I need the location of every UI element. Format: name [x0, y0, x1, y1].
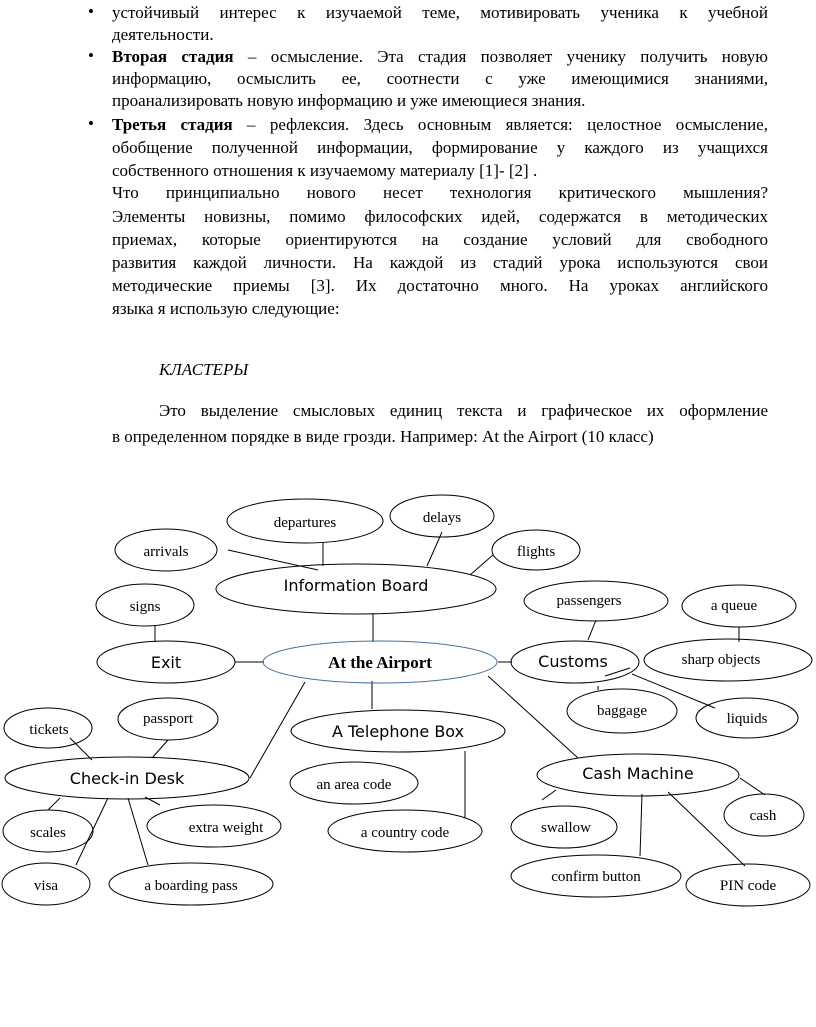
node-label: cash [749, 808, 777, 824]
node-scales [3, 810, 93, 852]
node-label: a country code [360, 825, 450, 841]
p2-line1 [112, 47, 768, 67]
node-label: Information Board [283, 576, 429, 595]
node-swallow [511, 806, 617, 848]
section-heading: КЛАСТЕРЫ [159, 360, 249, 379]
node-label: extra weight [188, 820, 264, 836]
p2-line2: информацию, осмыслить ее, соотнести с уже имеющимися знаниями, [112, 69, 768, 88]
node-label: a queue [710, 598, 758, 614]
node-label: a boarding pass [144, 878, 238, 894]
node-a-boarding-pass [109, 863, 273, 905]
node-label: sharp objects [681, 652, 761, 668]
node-flights [492, 530, 580, 570]
node-label: visa [33, 878, 59, 894]
node-label: Check-in Desk [69, 769, 185, 788]
node-delays [390, 495, 494, 537]
node-label: confirm button [551, 869, 641, 885]
bullet: • [88, 114, 94, 133]
node-departures [227, 499, 383, 543]
p4-line3: приемах, которые ориентируются на создание условий для свободного [112, 230, 768, 249]
node-signs [96, 584, 194, 626]
node-customs [511, 641, 639, 683]
p5-line1: Это выделение смысловых единиц текста и графическое их оформление [159, 401, 768, 420]
p2-line3: проанализировать новую информацию и уже имеющиеся знания. [112, 91, 586, 110]
p3-line2: обобщение полученной информации, формирование у каждого из учащихся [112, 138, 768, 157]
p4-line6: языка я использую следующие: [112, 299, 340, 318]
p3-bold: Третья стадия [112, 115, 233, 134]
bullet: • [88, 46, 94, 65]
p3-line1 [112, 115, 768, 135]
node-label: baggage [597, 703, 647, 719]
node-label: A Telephone Box [331, 722, 465, 741]
cluster-diagram [0, 480, 816, 920]
node-label: passport [143, 711, 193, 727]
node-sharp-objects [644, 639, 812, 681]
p2-line1-rest: – осмысление. Эта стадия позволяет ученику получить новую [233, 47, 768, 66]
p3-line1-rest: – рефлексия. Здесь основным является: целостное осмысление, [232, 115, 768, 134]
node-tickets [4, 708, 92, 748]
node-liquids [696, 698, 798, 738]
node-information-board [216, 564, 496, 614]
node-label: arrivals [143, 544, 189, 560]
node-telephone-box [291, 710, 505, 752]
node-label: Cash Machine [582, 764, 694, 783]
p1-line2: деятельности. [112, 25, 214, 44]
node-confirm-button [511, 855, 681, 897]
node-at-the-airport [263, 641, 497, 683]
node-passengers [524, 581, 668, 621]
node-label: flights [516, 544, 556, 560]
p4-line1: Что принципиально нового несет технология критического мышления? [112, 183, 768, 202]
node-visa [2, 863, 90, 905]
node-label: liquids [726, 711, 768, 727]
p3-line3: собственного отношения к изучаемому материалу [1]- [2] . [112, 161, 538, 180]
node-passport [118, 698, 218, 740]
node-cash [724, 794, 804, 836]
p5-line2: в определенном порядке в виде грозди. Например: At the Airport (10 класс) [112, 427, 654, 446]
p1-line1: устойчивый интерес к изучаемой теме, мотивировать ученика к учебной [112, 3, 768, 22]
node-baggage [567, 689, 677, 733]
bullet: • [88, 2, 94, 21]
node-label: departures [273, 515, 337, 531]
node-cash-machine [537, 754, 739, 796]
node-label: passengers [556, 593, 622, 609]
node-an-area-code [290, 762, 418, 804]
node-label: PIN code [719, 878, 777, 894]
p4-line2: Элементы новизны, помимо философских идей, содержатся в методических [112, 207, 768, 226]
node-label: Exit [150, 653, 182, 672]
node-arrivals [115, 529, 217, 571]
node-a-country-code [328, 810, 482, 852]
node-label: swallow [541, 820, 591, 836]
node-label: delays [422, 510, 462, 526]
node-exit [97, 641, 235, 683]
node-label: At the Airport [328, 653, 432, 672]
node-pin-code [686, 864, 810, 906]
node-check-in-desk [5, 757, 249, 799]
node-label: scales [30, 825, 66, 841]
node-label: Customs [538, 652, 608, 671]
node-label: an area code [316, 777, 392, 793]
p4-line4: развития каждой личности. На каждой из стадий урока используются свои [112, 253, 768, 272]
node-label: signs [129, 599, 161, 615]
p4-line5: методические приемы [3]. Их достаточно много. На уроках английского [112, 276, 768, 295]
node-label: tickets [29, 722, 69, 738]
node-extra-weight [147, 805, 281, 847]
p2-bold: Вторая стадия [112, 47, 234, 66]
node-a-queue [682, 585, 796, 627]
